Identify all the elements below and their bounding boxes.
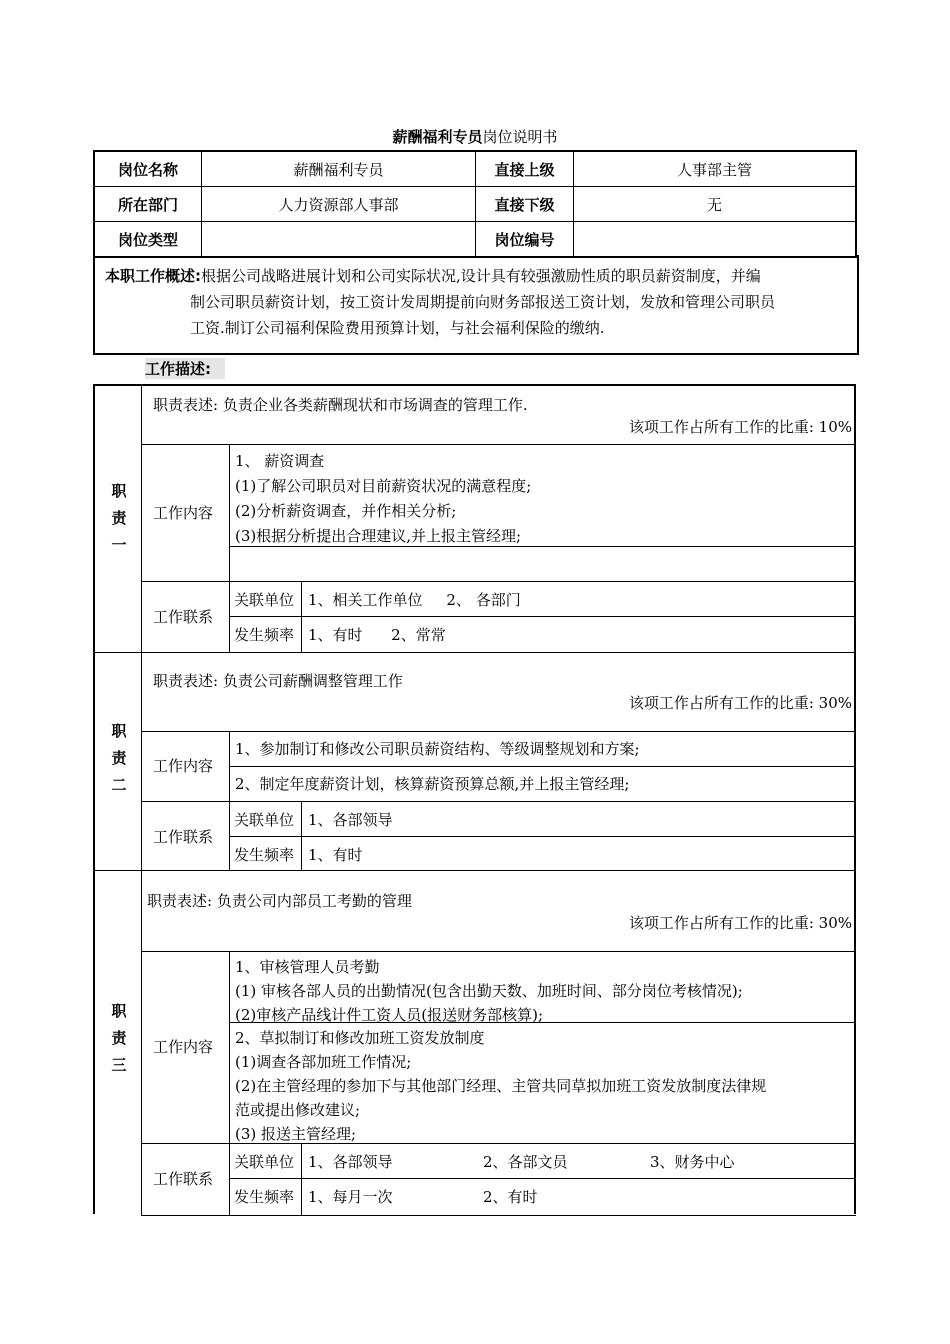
- content-line: (3) 报送主管经理;: [235, 1125, 357, 1143]
- duty-3-statement: 职责表述: 负责公司内部员工考勤的管理: [147, 892, 412, 910]
- duty-3-freq-1: 1、每月一次: [308, 1188, 393, 1206]
- duty-2-content-1: 1、参加制订和修改公司职员薪资结构、等级调整规划和方案;: [235, 740, 640, 758]
- department-value: 人力资源部人事部: [202, 187, 476, 222]
- content-line: (1)了解公司职员对目前薪资状况的满意程度;: [235, 477, 532, 495]
- superior-label: 直接上级: [476, 151, 574, 187]
- duty-2-ratio: 该项工作占所有工作的比重: 30%: [628, 694, 852, 712]
- duties-frame: [93, 384, 856, 1214]
- duty-2-freq-label: 发生频率: [234, 846, 295, 864]
- duty-3-unit-label: 关联单位: [234, 1153, 295, 1171]
- duty-3-content-a: [235, 955, 743, 1027]
- subordinate-label: 直接下级: [476, 187, 574, 222]
- duty-1-unit-label: 关联单位: [234, 591, 295, 609]
- duty-1-content-label: 工作内容: [153, 504, 214, 522]
- job-overview: [93, 255, 859, 355]
- duty-2-contact-label: 工作联系: [153, 828, 214, 846]
- code-label: 岗位编号: [476, 222, 574, 258]
- duty-2-statement: 职责表述: 负责公司薪酬调整管理工作: [153, 672, 403, 690]
- subordinate-value: 无: [574, 187, 857, 222]
- work-description-heading: 工作描述:: [145, 358, 225, 379]
- content-line: (1)调查各部加班工作情况;: [235, 1053, 412, 1071]
- type-value: [202, 222, 476, 258]
- duty-1-contact-label: 工作联系: [153, 608, 214, 626]
- content-line: (3)根据分析提出合理建议,并上报主管经理;: [235, 527, 522, 545]
- duty-3-unit-3: 3、财务中心: [650, 1153, 735, 1171]
- duty-1-freq-label: 发生频率: [234, 626, 295, 644]
- duty-1-content: [235, 449, 531, 549]
- overview-line-3: 工资.制订公司福利保险费用预算计划，与社会福利保险的缴纳.: [190, 319, 605, 337]
- duty-2-content-label: 工作内容: [153, 757, 214, 775]
- duty-1-freq: 1、有时 2、常常: [308, 626, 446, 644]
- title-position: 薪酬福利专员: [392, 128, 483, 146]
- department-label: 所在部门: [94, 187, 202, 222]
- duty-1-label: 职 责 一: [111, 482, 127, 554]
- duty-3-contact-label: 工作联系: [153, 1170, 214, 1188]
- overview-line-1: 根据公司战略进展计划和公司实际状况,设计具有较强激励性质的职员薪资制度，并编: [201, 267, 761, 285]
- content-line: (2)审核产品线计件工资人员(报送财务部核算);: [235, 1006, 544, 1024]
- duty-3-unit-2: 2、各部文员: [483, 1153, 568, 1171]
- content-line: 1、 薪资调查: [235, 452, 325, 470]
- type-label: 岗位类型: [94, 222, 202, 258]
- position-name-value: 薪酬福利专员: [202, 151, 476, 187]
- duty-2-content-2: 2、制定年度薪资计划，核算薪资预算总额,并上报主管经理;: [235, 775, 630, 793]
- duty-3-label: 职 责 三: [111, 1002, 127, 1074]
- content-line: (2)在主管经理的参加下与其他部门经理、主管共同草拟加班工资发放制度法律规: [235, 1077, 767, 1095]
- overview-label: 本职工作概述:: [105, 267, 201, 285]
- content-line: 2、草拟制订和修改加班工资发放制度: [235, 1029, 485, 1047]
- superior-value: 人事部主管: [574, 151, 857, 187]
- code-value: [574, 222, 857, 258]
- duty-2-freq: 1、有时: [308, 846, 363, 864]
- document-title: [0, 126, 950, 147]
- duty-3-freq-label: 发生频率: [234, 1188, 295, 1206]
- duty-3-content-b: [235, 1026, 766, 1146]
- duty-1-statement: 职责表述: 负责企业各类薪酬现状和市场调查的管理工作.: [153, 396, 528, 414]
- content-line: (1) 审核各部人员的出勤情况(包含出勤天数、加班时间、部分岗位考核情况);: [235, 982, 743, 1000]
- duty-3-unit-1: 1、各部领导: [308, 1153, 393, 1171]
- duty-1-ratio: 该项工作占所有工作的比重: 10%: [628, 418, 852, 436]
- overview-line-2: 制公司职员薪资计划，按工资计发周期提前向财务部报送工资计划，发放和管理公司职员: [190, 293, 776, 311]
- title-suffix: 岗位说明书: [482, 128, 558, 146]
- content-line: 1、审核管理人员考勤: [235, 958, 380, 976]
- position-name-label: 岗位名称: [94, 151, 202, 187]
- duty-3-freq-2: 2、有时: [483, 1188, 538, 1206]
- duty-1-units: 1、相关工作单位 2、 各部门: [308, 591, 521, 609]
- position-info-table: [93, 150, 857, 258]
- duty-2-unit-label: 关联单位: [234, 811, 295, 829]
- content-line: 范或提出修改建议;: [235, 1101, 361, 1119]
- duty-3-ratio: 该项工作占所有工作的比重: 30%: [628, 914, 852, 932]
- content-line: (2)分析薪资调查，并作相关分析;: [235, 502, 457, 520]
- duty-3-content-label: 工作内容: [153, 1038, 214, 1056]
- duty-2-units: 1、各部领导: [308, 811, 393, 829]
- duty-2-label: 职 责 二: [111, 722, 127, 794]
